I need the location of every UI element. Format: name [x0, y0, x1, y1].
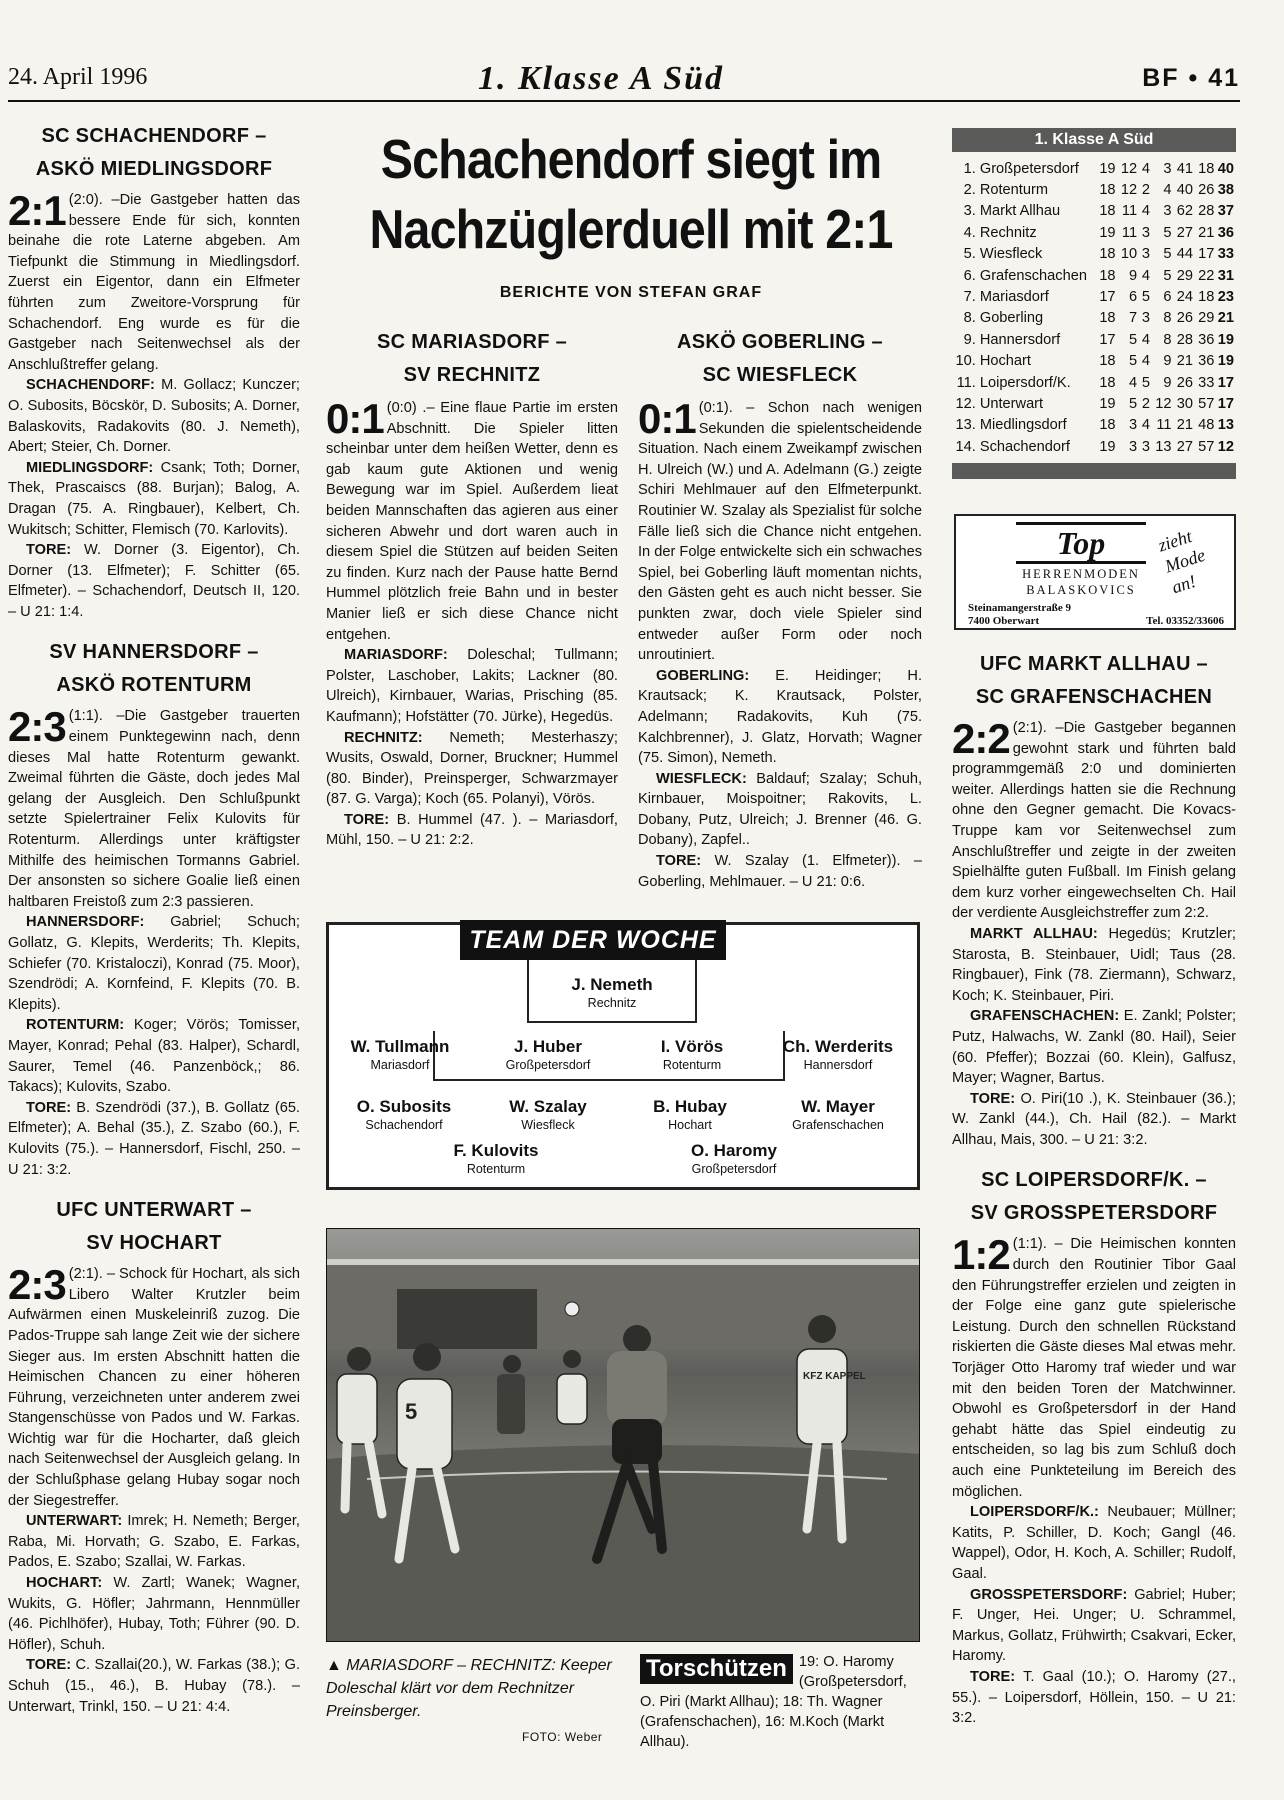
player-slot: I. Vörös Rotenturm: [660, 1037, 724, 1072]
shirt-sponsor: KFZ KAPPEL: [803, 1371, 866, 1382]
right-column: [952, 648, 1236, 1729]
lineup: MARKT ALLHAU: Hegedüs; Krutzler; Starosta, B. Steinbauer, Uidl; Taus (28. Ringbauer), Fink (78. Ziermann), Schwarz, Koch; K. Steinbauer, Piri.: [952, 925, 1236, 1004]
lineup: GOBERLING: E. Heidinger; H. Krautsack; K. Krautsack, Polster, Adelmann; Radakovits, Kuh (75. Kalchbrenner), J. Glatz, Horvath; Wagner (75. Simon), Nemeth.: [638, 667, 922, 767]
match-heading: ASKÖ GOBERLING – SC WIESFLECK: [677, 331, 883, 386]
match-score: 2:1: [8, 187, 66, 234]
standings-row: 7. Mariasdorf 17 6 5 6 24 18 23: [963, 289, 1234, 306]
ad-brand: HERRENMODEN BALASKOVICS: [1022, 567, 1140, 597]
standings-row: 4. Rechnitz 19 11 3 5 27 21 36: [963, 224, 1234, 241]
goals: TORE: W. Szalay (1. Elfmeter)). – Goberling, Mehlmauer. – U 21: 0:6.: [638, 853, 922, 890]
byline: BERICHTE VON STEFAN GRAF: [499, 284, 763, 301]
ad-logo: Top: [1016, 522, 1146, 564]
team-of-week-banner: [460, 920, 726, 960]
photo-credit: FOTO: Weber: [522, 1730, 603, 1744]
middle-column-2: [638, 326, 922, 892]
scorers-title: Torschützen: [640, 1654, 793, 1684]
player-slot: O. Subosits Schachendorf: [356, 1097, 452, 1132]
lineup: GROSSPETERSDORF: Gabriel; Huber; F. Unger, Hei. Unger; U. Schrammel, Markus, Gollatz, Frühwirth; Csakvari, Ecker, Haromy.: [952, 1586, 1236, 1665]
match-report: (1:1). –Die Gastgeber trauerten einem Punktegewinn nach, denn dieses Mal hatte Rotenturm gewankt. Zweimal führten die Gäste, doch jedes Mal gelang der Ausgleich. Den Schlußpunkt setzte Spielertrainer Felix Kulovits für Rotenturm. Allerdings unter kräftigster Mithilfe des heimischen Tormanns Gabriel. Der ansonsten so sichere Goalie ließ einen haltbaren Freistoß zum 2:3 passieren.: [8, 708, 300, 910]
match-score: 2:3: [8, 1261, 66, 1309]
lineup: UNTERWART: Imrek; H. Nemeth; Berger, Raba, Mi. Horvath; G. Szabo, E. Farkas, Pados, E. Szabo; Szallai, W. Farkas.: [8, 1513, 300, 1571]
goals: TORE: T. Gaal (10.); O. Haromy (27., 55.). – Loipersdorf, Höllein, 150. – U 21: 3:2.: [952, 1668, 1236, 1727]
player-slot: J. Huber Großpetersdorf: [505, 1037, 591, 1072]
match-heading: SC SCHACHENDORF – ASKÖ MIEDLINGSDORF: [35, 125, 273, 180]
lineup: MIEDLINGSDORF: Csank; Toth; Dorner, Thek, Prascaiscs (88. Burjan); Balog, A. Dragan (75. A. Ringbauer), Kelbert, Ch. Wukitsch; Schitter, Flemisch (70. Karlovits).: [8, 459, 301, 538]
page-header: [8, 56, 1240, 102]
standings-title: 1. Klasse A Süd: [952, 128, 1236, 152]
match-report: (2:1). –Die Gastgeber begannen gewohnt stark und führten bald programmgemäß 2:0 und dominierten weiter. Allerdings hatten sie die Rechnung ohne den Gegner gemacht. Die Kovacs-Truppe kam vor Seitenwechsel zum Anschlußtreffer und zeigte in der zweiten Spielhälfte guten Fußball. Im Finish gelang dem kurz vorher eingewechselten Ch. Hail der verdiente Ausgleichstreffer zum 2:2.: [952, 720, 1236, 922]
standings-row: 6. Grafenschachen 18 9 4 5 29 22 31: [963, 267, 1234, 284]
standings-footer-bar: [952, 463, 1236, 479]
match-score: 1:2: [952, 1231, 1010, 1279]
standings-row: 11. Loipersdorf/K. 18 4 5 9 26 33 17: [956, 374, 1234, 391]
lineup: RECHNITZ: Nemeth; Mesterhaszy; Wusits, Oswald, Dorner, Bruckner; Hummel (80. Binder), Preinsperger, Schwarzmayer (87. G. Varga); Koch (65. Polanyi), Vörös.: [326, 729, 618, 808]
match-report: (0:0) .– Eine flaue Partie im ersten Abschnitt. Die Spieler litten scheinbar unter dem heißen Wetter, denn es gab kaum gute Aktionen und wenig Bewegung war im Spiel. Außerdem lieat beiden Mannschaften das agieren aus einer sicheren Abwehr und dort waren auch in diesem Spiel die Stützen auf beiden Seiten zu finden. Kurz nach der Pause hatte Bernd Hummel plötzlich freie Bahn und in bester Manier ließ er sich diese Chance nicht entgehen.: [326, 400, 618, 643]
standings-row: 8. Goberling 18 7 3 8 26 29 21: [963, 310, 1234, 327]
match-report: (1:1). – Die Heimischen konnten durch den Routinier Tibor Gaal den Führungstreffer erzielen und zeigten in der Folge eine ganz gute spielerische Leistung. Durch den schnellen Rückstand riskierten die Gäste dieses Mal etwas mehr. Torjäger Otto Haromy traf wieder und war mit den beiden Toren der Matchwinner. Obwohl es Großpetersdorf in der Hand gehabt hätte das Spiel eindeutig zu entscheiden, so lag bis zum Schluß doch auch eine Punkteteilung im Bereich des möglichen.: [952, 1236, 1236, 1500]
match-score: 2:3: [8, 703, 66, 751]
team-of-week-title: TEAM DER WOCHE: [469, 926, 717, 954]
standings-rows: [952, 158, 1236, 457]
advertisement: [954, 514, 1236, 630]
soccer-photo-illustration: [327, 1229, 920, 1642]
match-score: 2:2: [952, 715, 1010, 762]
player-slot: Ch. Werderits Hannersdorf: [782, 1037, 894, 1072]
standings-row: 10. Hochart 18 5 4 9 21 36 19: [955, 353, 1234, 370]
player-slot: J. Nemeth Rechnitz: [571, 975, 653, 1010]
standings-row: 13. Miedlingsdorf 18 3 4 11 21 48 13: [955, 417, 1234, 434]
lineup: SCHACHENDORF: M. Gollacz; Kunczer; O. Subosits, Böcskör, D. Subosits; A. Dorner, Balaskovits, Radakovits (80. J. Nemeth), Abert; Steier, Ch. Dorner.: [8, 377, 300, 456]
middle-column-1: [326, 326, 618, 851]
lineup: WIESFLECK: Baldauf; Szalay; Schuh, Kirnbauer, Moispoitner; Rakovits, L. Dobany, Putz, Ulreich; J. Brenner (46. G. Dobany), Zapfel..: [638, 770, 922, 849]
standings-row: 5. Wiesfleck 18 10 3 5 44 17 33: [963, 246, 1234, 263]
ad-slogan: zieht Mode an!: [1155, 525, 1208, 598]
goals: TORE: B. Hummel (47. ). – Mariasdorf, Mühl, 150. – U 21: 2:2.: [326, 811, 618, 849]
lineup: HOCHART: W. Zartl; Wanek; Wagner, Wukits, G. Höfler; Jahrmann, Hennmüller (46. Pichlhöfer), Hubay, Toth; Führer (90. D. Höfler), Schuh.: [8, 1575, 301, 1653]
match-heading: SC MARIASDORF – SV RECHNITZ: [376, 331, 568, 386]
match-heading: UFC MARKT ALLHAU – SC GRAFENSCHACHEN: [975, 653, 1213, 708]
lineup: GRAFENSCHACHEN: E. Zankl; Polster; Putz, Halwachs, W. Zankl (80. Hail), Seier (60. Pfeffer); Bozzai (60. Klein), Galfusz, Mayer; Wagner, Bartus.: [952, 1008, 1236, 1087]
lineup: MARIASDORF: Doleschal; Tullmann; Polster, Laschober, Lakits; Lackner (80. Ulreich), Kirnbauer, Warias, Prisching (85. Kaufmann); Hofstätter (70. Jürke), Hegedüs.: [326, 647, 618, 725]
ad-address: Steinamangerstraße 9 7400 Oberwart: [968, 602, 1071, 627]
page-number: BF • 41: [1142, 64, 1240, 92]
goals: TORE: W. Dorner (3. Eigentor), Ch. Dorner (13. Elfmeter); F. Schitter (65. Elfmeter). – Schachendorf, Deutsch II, 120. – U 21: 1:4.: [8, 542, 300, 620]
match-score: 0:1: [638, 395, 696, 442]
match-report: (2:1). – Schock für Hochart, als sich Libero Walter Krutzler beim Aufwärmen einen Muskeleinriß zuzog. Die Pados-Truppe sah lange Zeit wie der sichere Sieger aus. Im ersten Abschnitt hatten die Heimischen Chancen zu einer höheren Führung, verzeichneten unter anderem zwei Stangenschüsse von Pados und W. Farkas. Wichtig war für die Hocharter, daß gleich nach Seitenwechsel der Ausgleich gelang. In der Schlußphase gelang Hubay sogar noch der Siegestreffer.: [8, 1266, 300, 1509]
standings-row: 1. Großpetersdorf 19 12 4 3 41 18 40: [963, 160, 1234, 177]
scorers-text: 19: O. Haromy (Großpetersdorf, O. Piri (Markt Allhau); 18: Th. Wagner (Grafenschachen), 16: M.Koch (Markt Allhau).: [640, 1654, 907, 1750]
match-score: 0:1: [326, 395, 384, 442]
match-heading: UFC UNTERWART – SV HOCHART: [56, 1199, 252, 1255]
lineup: ROTENTURM: Koger; Vörös; Tomisser, Mayer, Konrad; Pehal (83. Halper), Schardl, Saurer, Temel (46. Panzenböck,; 86. Takacs); Kulovits, Szabo.: [8, 1017, 301, 1096]
section-title: 1. Klasse A Süd: [478, 60, 725, 97]
match-heading: SC LOIPERSDORF/K. – SV GROSSPETERSDORF: [970, 1169, 1218, 1225]
standings-row: 9. Hannersdorf 17 5 4 8 28 36 19: [963, 331, 1234, 348]
match-report: (2:0). –Die Gastgeber hatten das bessere Ende für sich, konnten beinahe die rote Laterne abgeben. Am Tiefpunkt die Stimmung in Miedlingsdorf. Zuerst ein Eigentor, dann ein Elfmeter führten zum Zweitore-Vorsprung für Schachendorf. Eng wurde es für die Gastgeber nach Seitenwechsel als der Anschlußtreffer gelang.: [8, 192, 300, 373]
goals: TORE: B. Szendrödi (37.), B. Gollatz (65. Elfmeter); A. Behal (35.), Z. Szabo (60.), F. Kulovits (75.). – Hannersdorf, Fischl, 250. – U 21: 3:2.: [8, 1099, 300, 1178]
goals: TORE: O. Piri(10 .), K. Steinbauer (36.); W. Zankl (44.), Ch. Hail (82.). – Markt Allhau, Mais, 300. – U 21: 3:2.: [952, 1090, 1236, 1148]
player-slot: B. Hubay Hochart: [653, 1097, 727, 1132]
standings-row: 3. Markt Allhau 18 11 4 3 62 28 37: [963, 203, 1234, 220]
match-heading: SV HANNERSDORF – ASKÖ ROTENTURM: [49, 641, 259, 697]
photo-caption: ▲ MARIASDORF – RECHNITZ: Keeper Doleschal klärt vor dem Rechnitzer Preinsberger.: [326, 1657, 612, 1720]
standings-table: [952, 128, 1236, 479]
player-slot: F. Kulovits Rotenturm: [453, 1141, 539, 1176]
player-slot: W. Mayer Grafenschachen: [792, 1097, 884, 1132]
standings-row: 2. Rotenturm 18 12 2 4 40 26 38: [963, 182, 1234, 199]
issue-date: 24. April 1996: [8, 64, 148, 90]
match-report: (0:1). – Schon nach wenigen Sekunden die spielentscheidende Situation. Nach einem Zweikampf zwischen H. Ulreich (W.) und A. Adelmann (G.) zeigte Schiri Mehlmauer auf den Elfmeterpunkt. Routinier W. Szalay als Spezialist für solche Fälle ließ sich die Chance nicht entgehen. In der Folge entwickelte sich ein schwaches Spiel, bei Goberling läuft momentan nichts, den Gästen geht es auch nicht besser. Sie punkten zwar, doch viele Spieler sind entweder außer Form oder noch unroutiniert.: [638, 400, 922, 664]
main-headline: Schachendorf siegt im Nachzüglerduell mit 2:1: [369, 128, 893, 260]
ad-phone: Tel. 03352/33606: [1146, 615, 1224, 627]
match-photo: [326, 1228, 920, 1642]
lineup: LOIPERSDORF/K.: Neubauer; Müllner; Katits, P. Schiller, D. Koch; Gangl (46. Wappel), Odor, H. Koch, A. Schiller; Rudolf, Gaal.: [952, 1504, 1236, 1582]
team-of-week-box: [326, 922, 920, 1190]
shirt-number: 5: [405, 1399, 418, 1424]
player-slot: O. Haromy Großpetersdorf: [691, 1141, 777, 1176]
scorers-box: [640, 1652, 920, 1752]
player-slot: W. Szalay Wiesfleck: [509, 1097, 587, 1132]
lineup: HANNERSDORF: Gabriel; Schuch; Gollatz, G. Klepits, Werderits; Th. Klepits, Schiefer (70. Kristaloczi), Konrad (75. Moor), Szendrödi; A. Kornfeind, F. Klepits (70. B. Klepits).: [8, 914, 300, 1013]
goals: TORE: C. Szallai(20.), W. Farkas (38.); G. Schuh (15., 46.), B. Hubay (78.). – Unterwart, Trinkl, 150. – U 21: 4:4.: [8, 1657, 300, 1715]
standings-row: 12. Unterwart 19 5 2 12 30 57 17: [955, 395, 1234, 412]
player-slot: W. Tullmann Mariasdorf: [350, 1037, 450, 1072]
standings-row: 14. Schachendorf 19 3 3 13 27 57 12: [955, 438, 1234, 455]
left-column: [8, 120, 300, 1717]
